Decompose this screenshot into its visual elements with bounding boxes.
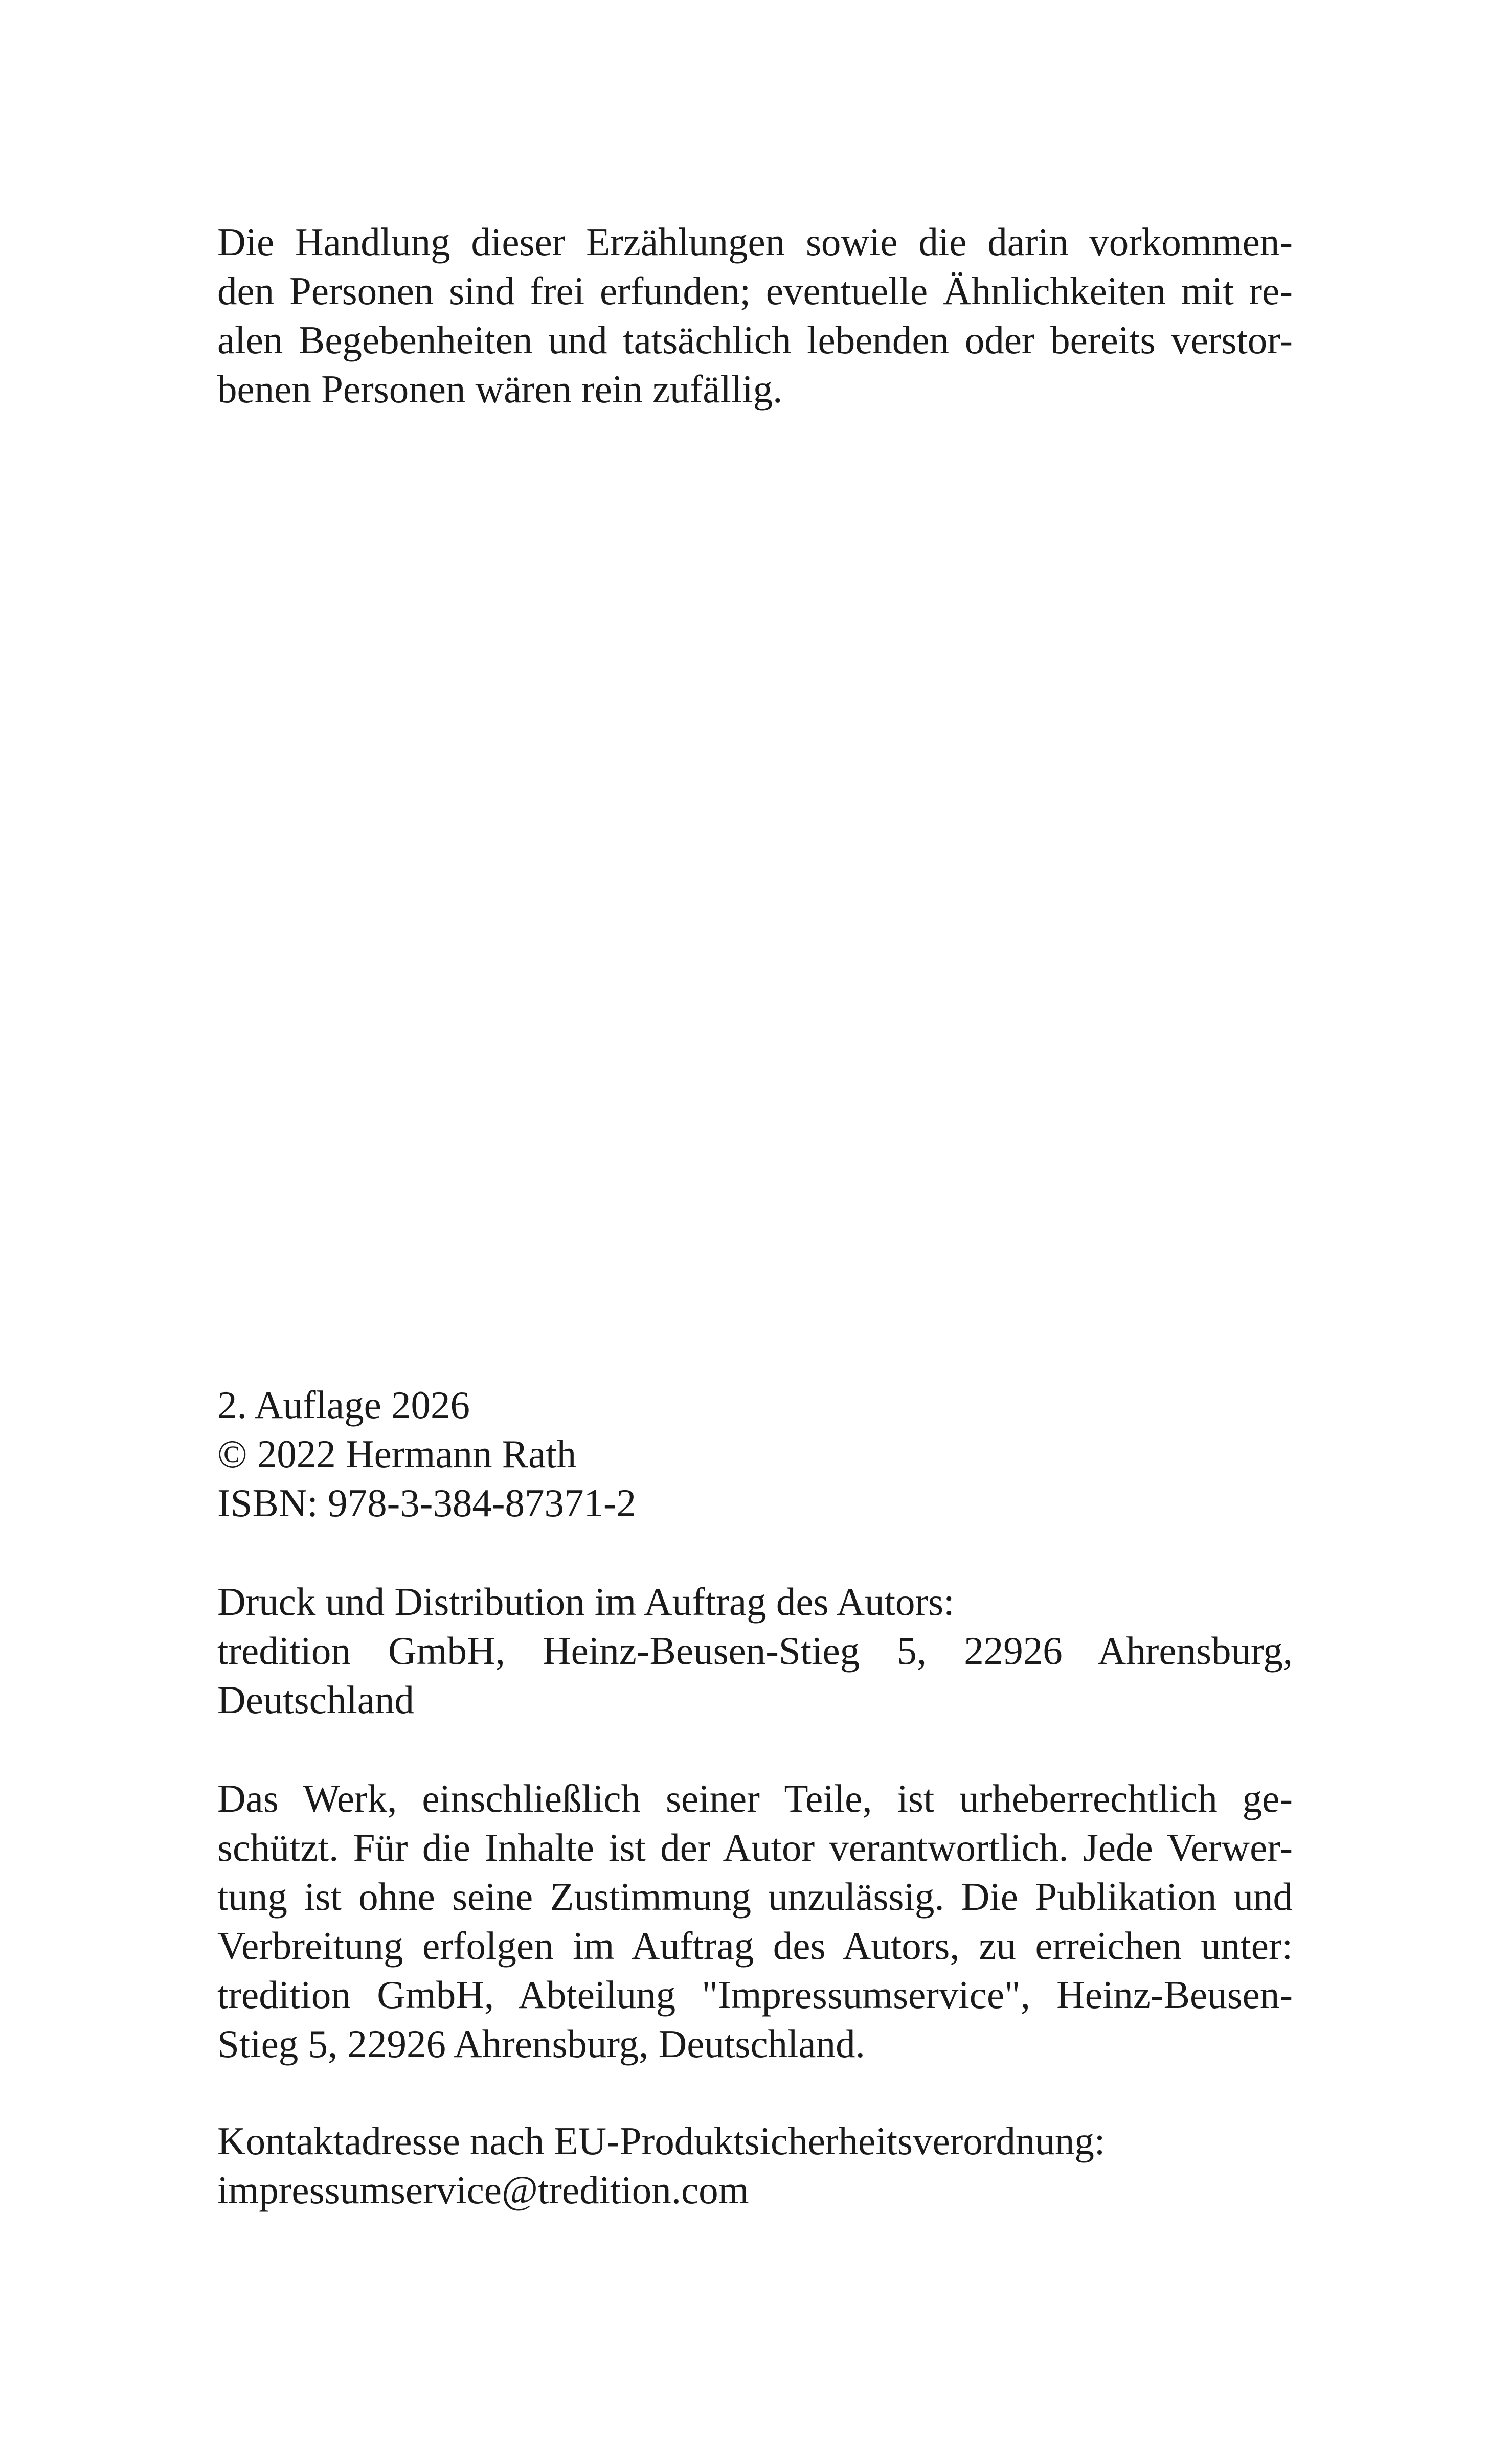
copyright-notice-line: tung ist ohne seine Zustimmung unzulässig. Die Publikation und — [217, 1875, 1293, 1919]
publisher-heading: Druck und Distribution im Auftrag des Autors: — [217, 1580, 955, 1624]
copyright-notice-line: Das Werk, einschließlich seiner Teile, ist urheberrechtlich ge- — [217, 1776, 1293, 1820]
copyright-notice-line: tredition GmbH, Abteilung "Impressumservice", Heinz-Beusen- — [217, 1973, 1293, 2017]
copyright-notice-line: Stieg 5, 22926 Ahrensburg, Deutschland. — [217, 2022, 865, 2066]
disclaimer-line: den Personen sind frei erfunden; eventuelle Ähnlichkeiten mit re- — [217, 269, 1293, 313]
edition-info — [217, 1380, 1293, 1527]
publisher-address-line: Deutschland — [217, 1678, 414, 1722]
copyright-notice-line: schützt. Für die Inhalte ist der Autor verantwortlich. Jede Verwer- — [217, 1826, 1293, 1869]
contact-info — [217, 2116, 1293, 2215]
disclaimer-line: Die Handlung dieser Erzählungen sowie die darin vorkommen- — [217, 220, 1293, 264]
disclaimer-line: benen Personen wären rein zufällig. — [217, 367, 783, 411]
copyright-notice — [217, 1774, 1293, 2068]
copyright-notice-line: Verbreitung erfolgen im Auftrag des Autors, zu erreichen unter: — [217, 1924, 1293, 1968]
fiction-disclaimer — [217, 217, 1293, 414]
publisher-info — [217, 1577, 1293, 1724]
contact-label: Kontaktadresse nach EU-Produktsicherheitsverordnung: — [217, 2119, 1106, 2163]
disclaimer-line: alen Begebenheiten und tatsächlich lebenden oder bereits verstor- — [217, 318, 1293, 362]
publisher-address-line: tredition GmbH, Heinz-Beusen-Stieg 5, 22926 Ahrensburg, — [217, 1629, 1293, 1673]
copyright-line: © 2022 Hermann Rath — [217, 1432, 577, 1476]
contact-email: impressumservice@tredition.com — [217, 2168, 749, 2212]
isbn-line: ISBN: 978-3-384-87371-2 — [217, 1481, 637, 1525]
edition-line: 2. Auflage 2026 — [217, 1383, 470, 1427]
